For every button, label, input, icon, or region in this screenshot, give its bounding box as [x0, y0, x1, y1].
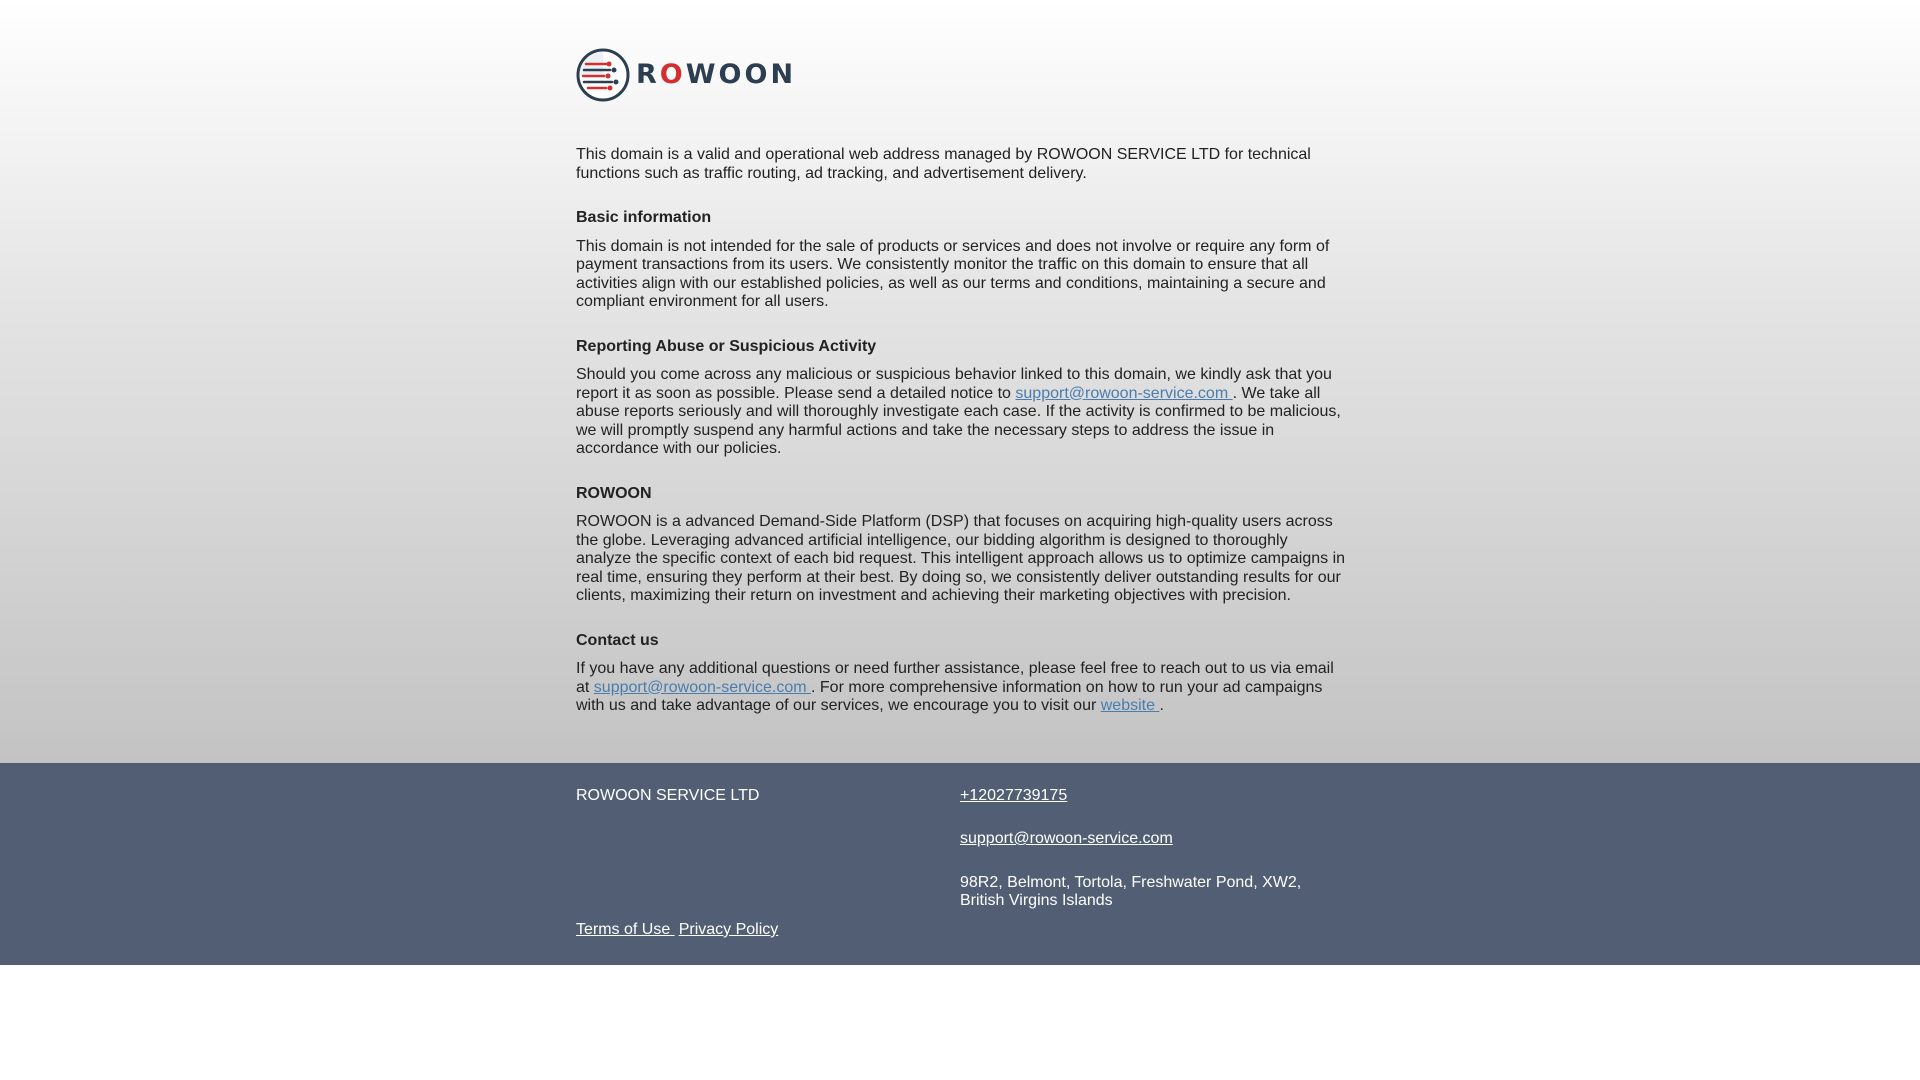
footer-address: 98R2, Belmont, Tortola, Freshwater Pond, XW2, British Virgins Islands [960, 874, 1302, 909]
abuse-text [576, 366, 1346, 459]
contact-heading: Contact us [576, 631, 659, 649]
contact-text-part: . For more comprehensive information on how to run your ad campaigns with us and take advantage of our services, we encourage you to visit our [576, 678, 1323, 714]
website-link[interactable]: website [1100, 697, 1160, 714]
logo-letter-o: O [744, 58, 771, 90]
footer-email-link[interactable]: support@rowoon-service.com [960, 830, 1173, 847]
contact-text [576, 660, 1346, 716]
contact-email-link[interactable]: support@rowoon-service.com [593, 678, 812, 696]
contact-text-part: . [1159, 697, 1164, 714]
basic-info-text: This domain is not intended for the sale of products or services and does not involve or require any form of payment transactions from its users. We consistently monitor the traffic on this domain to ensure that all activities align with our established policies, as well as our terms and conditions, maintaining a secure and compliant environment for all users. [576, 237, 1330, 310]
footer [0, 763, 1920, 965]
logo-letter-o-red: O [659, 58, 686, 90]
logo-wordmark [636, 58, 797, 90]
content-column [576, 48, 1346, 716]
logo-letter-o: O [718, 58, 745, 90]
footer-phone-link[interactable]: +12027739175 [960, 787, 1068, 804]
privacy-policy-link[interactable]: Privacy Policy [678, 921, 779, 938]
footer-legal-links [576, 921, 782, 939]
contact-text-part: If you have any additional questions or need further assistance, please feel free to reach out to us via email at [576, 660, 1334, 696]
logo-letter-w: W [685, 58, 719, 90]
rowoon-logo-icon [576, 48, 630, 102]
abuse-text-part: . We take all abuse reports seriously and will thoroughly investigate each case. If the activity is confirmed to be malicious, we will promptly suspend any harmful actions and take the necessary steps to address the issue in accordance with our policies. [576, 384, 1341, 457]
intro-text: This domain is a valid and operational web address managed by ROWOON SERVICE LTD for technical functions such as traffic routing, ad tracking, and advertisement delivery. [576, 146, 1311, 182]
abuse-text-part: Should you come across any malicious or suspicious behavior linked to this domain, we kindly ask that you report it as soon as possible. Please send a detailed notice to [576, 366, 1332, 402]
about-text: ROWOON is a advanced Demand-Side Platform (DSP) that focuses on acquiring high-quality users across the globe. Leveraging advanced artificial intelligence, our bidding algorithm is designed to thoroughly analyze the specific context of each bid request. This intelligent approach allows us to optimize campaigns in real time, ensuring they perform at their best. By doing so, we consistently deliver outstanding results for our clients, maximizing their return on investment and achieving their marketing objectives with precision. [576, 513, 1346, 604]
basic-info-heading: Basic information [576, 209, 712, 226]
about-heading: ROWOON [576, 484, 652, 502]
terms-of-use-link[interactable]: Terms of Use [576, 921, 675, 938]
footer-company-name: ROWOON SERVICE LTD [576, 787, 760, 804]
abuse-email-link[interactable]: support@rowoon-service.com [1015, 384, 1233, 402]
rowoon-logo [576, 48, 1346, 102]
logo-letter-r: R [636, 58, 660, 90]
abuse-heading: Reporting Abuse or Suspicious Activity [576, 337, 877, 355]
logo-letter-n: N [770, 58, 797, 90]
footer-contacts [960, 787, 1340, 910]
